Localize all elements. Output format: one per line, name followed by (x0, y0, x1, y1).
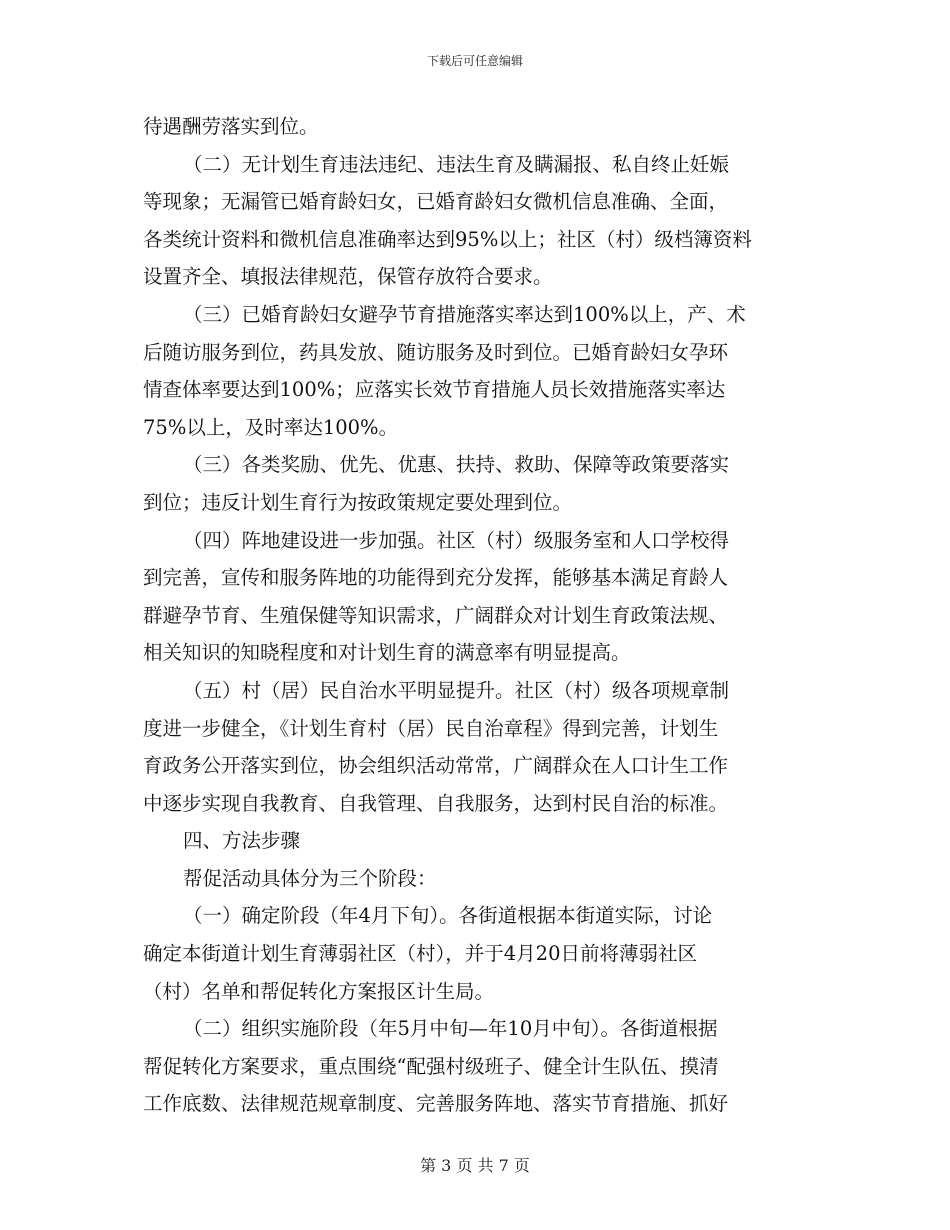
text-line: 设置齐全、填报法律规范，保管存放符合要求。 (143, 265, 553, 289)
text-line: 各类统计资料和微机信息准确率达到95%以上；社区（村）级档簿资料 (143, 227, 752, 251)
text-line: 待遇酬劳落实到位。 (143, 115, 319, 138)
text-line: （一）确定阶段（年4月下旬）。各街道根据本街道实际，讨论 (183, 904, 713, 928)
text-line: 情查体率要达到100%；应落实长效节育措施人员长效措施落实率达 (143, 378, 726, 402)
text-line: 中逐步实现自我教育、自我管理、自我服务，达到村民自治的标准。 (143, 791, 729, 815)
text-line: 相关知识的知晓程度和对计划生育的满意率有明显提高。 (143, 641, 631, 665)
document-body (143, 108, 807, 1123)
text-line: 帮促活动具体分为三个阶段： (183, 866, 437, 890)
text-line: 帮促转化方案要求，重点围绕“配强村级班子、健全计生队伍、摸清 (143, 1054, 719, 1078)
text-line: 育政务公开落实到位，协会组织活动常常，广阔群众在人口计生工作 (143, 754, 729, 778)
text-line: 群避孕节育、生殖保健等知识需求，广阔群众对计划生育政策法规、 (143, 603, 729, 627)
text-line: 到完善，宣传和服务阵地的功能得到充分发挥，能够基本满足育龄人 (143, 566, 729, 590)
text-line: 确定本街道计划生育薄弱社区（村），并于4月20日前将薄弱社区 (143, 942, 697, 966)
text-line: （二）无计划生育违法违纪、违法生育及瞒漏报、私自终止妊娠 (183, 152, 730, 176)
text-line: （三）已婚育龄妇女避孕节育措施落实率达到100%以上，产、术 (183, 302, 746, 326)
text-line: 等现象；无漏管已婚育龄妇女，已婚育龄妇女微机信息准确、全面， (143, 190, 729, 214)
text-line: （五）村（居）民自治水平明显提升。社区（村）级各项规章制 (183, 678, 730, 702)
text-line: 四、方法步骤 (183, 829, 301, 853)
text-line: （三）各类奖励、优先、优惠、扶持、救助、保障等政策要落实 (183, 453, 730, 477)
text-line: 工作底数、法律规范规章制度、完善服务阵地、落实节育措施、抓好 (143, 1092, 729, 1116)
text-line: （四）阵地建设进一步加强。社区（村）级服务室和人口学校得 (183, 528, 730, 552)
text-line: 度进一步健全，《计划生育村（居）民自治章程》得到完善，计划生 (143, 716, 719, 740)
text-line: （村）名单和帮促转化方案报区计生局。 (143, 979, 495, 1003)
text-line: （二）组织实施阶段（年5月中旬—年10月中旬）。各街道根据 (183, 1017, 718, 1041)
text-line: 后随访服务到位，药具发放、随访服务及时到位。已婚育龄妇女孕环 (143, 340, 729, 364)
text-line: 到位；违反计划生育行为按政策规定要处理到位。 (143, 490, 573, 514)
text-line: 75%以上，及时率达100%。 (143, 415, 399, 439)
page-header: 下载后可任意编辑 (426, 54, 523, 68)
page-footer: 第 3 页 共 7 页 (420, 1156, 530, 1175)
